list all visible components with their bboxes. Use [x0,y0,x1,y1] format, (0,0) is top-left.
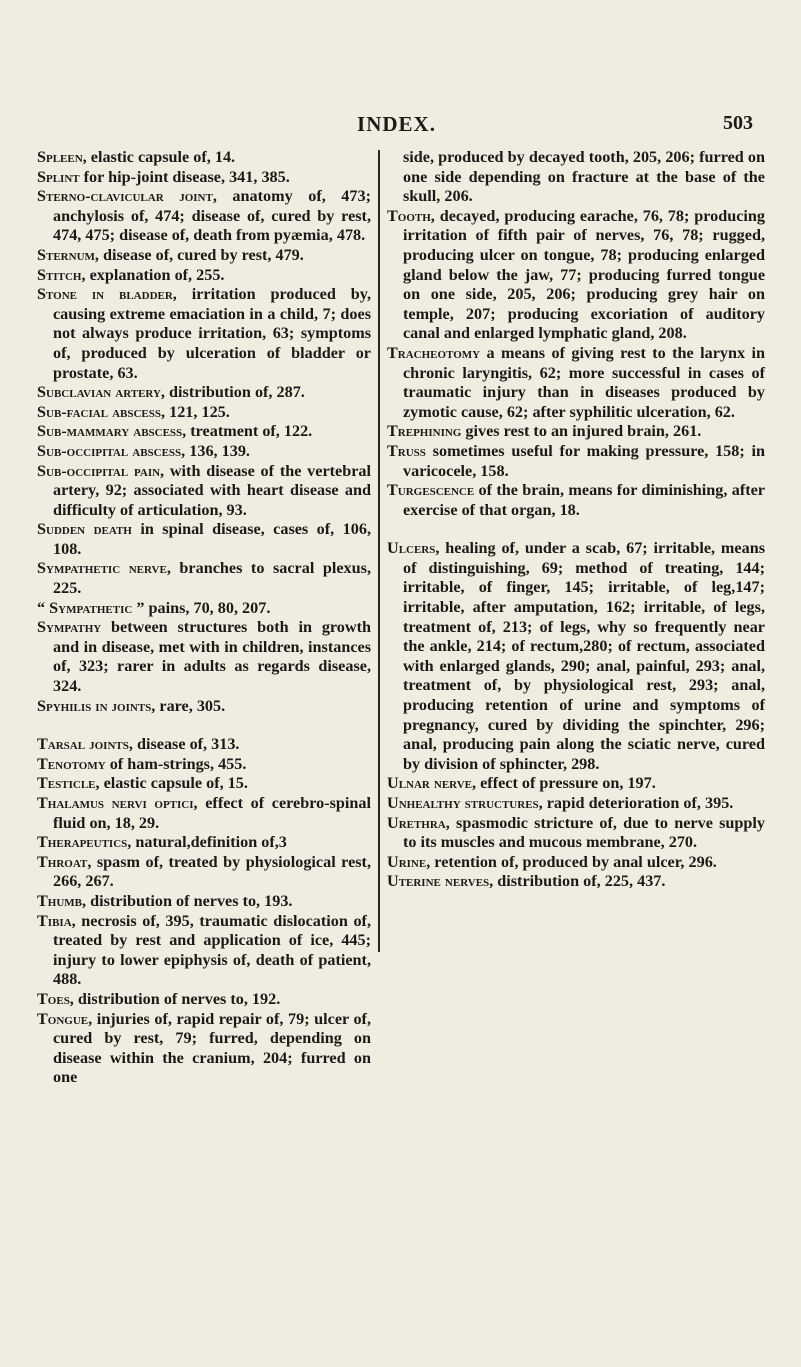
index-headword: Sympathy [37,618,102,637]
index-entry [387,872,765,892]
index-headword: Thumb, [37,891,87,910]
index-entry [387,207,765,344]
index-entry [37,187,371,246]
index-headword: Trephining [387,422,462,441]
running-title: INDEX. [357,112,436,136]
index-entry [37,383,371,403]
index-headword: Uterine nerves, [387,872,494,891]
index-headword: Sterno-clavicular joint, [37,187,217,206]
index-headword: Unhealthy structures, [387,794,543,812]
index-entry [387,442,765,481]
index-headword: Throat, [37,852,92,871]
index-references: disease of, cured by rest, 479. [98,245,304,264]
index-entry [37,168,371,188]
index-references: of the brain, means for diminishing, after exercise of that organ, 18. [403,481,765,519]
index-entry [37,853,371,892]
index-references: distribution of nerves to, 193. [86,891,293,910]
index-references: distribution of, 287. [164,383,305,402]
index-entry [37,1010,371,1088]
index-entry [387,422,765,442]
index-references: effect of pressure on, 197. [476,774,656,793]
index-column-right [387,148,765,892]
index-references: elastic capsule of, 15. [99,774,248,793]
index-references: 121, 125. [165,402,230,421]
index-entry [387,853,765,873]
index-headword: Tooth, [387,206,435,225]
index-references: explanation of, 255. [85,265,225,284]
index-headword: Ulcers, [387,539,440,558]
index-headword: Sympathetic nerve, [37,559,171,578]
index-entry [37,462,371,521]
index-headword: Spyhilis in joints, [37,696,156,715]
index-references: effect of cerebro-spinal fluid on, 18, 29. [53,794,371,832]
index-references: pains, 70, 80, 207. [144,598,271,617]
index-headword: Ulnar nerve, [387,774,477,793]
index-headword: Thalamus nervi optici, [37,794,198,812]
index-entry [387,148,765,207]
index-references: side, produced by decayed tooth, 205, 206; furred on one side depending on fracture at the base of the skull, 206. [403,148,765,206]
index-references: healing of, under a scab, 67; irritable, means of distinguishing, 69; method of treating, 144; irritable, of finger, 145; irritable, of leg,147; irritable, after amputation, 162; irritable, of legs, treatment of, 213; of legs, why so frequently near the ankle, 214; of rectum,280; of rectum, associated with enlarged glands, 290; anal, painful, 293; anal, treatment of, by physiological rest, 293; anal, producing retention of urine and symptoms of pregnancy, cured by dividing the spinchter, 296; anal, producing pain along the sciatic nerve, cured by division of sphincter, 298. [403,539,765,773]
index-references: irritation produced by, causing extreme emaciation in a child, 7; does not always produce irritation, 63; symptoms of, produced by ulceration of bladder or prostate, 63. [53,285,371,382]
index-headword: “ Sympathetic ” [37,598,145,617]
index-references: disease of, 313. [132,735,240,754]
index-headword: Therapeutics, [37,833,132,852]
index-entry [387,539,765,774]
index-entry [37,148,371,168]
index-headword: Tibia, [37,911,76,930]
index-entry [37,599,371,619]
index-entry [37,892,371,912]
index-entry [37,520,371,559]
index-headword: Urine, [387,852,431,871]
index-headword: Tracheotomy [387,343,481,362]
index-headword: Tenotomy [37,754,106,773]
index-references: natural,definition of,3 [131,833,287,852]
index-headword: Tongue, [37,1009,93,1028]
index-entry [37,422,371,442]
index-references: injuries of, rapid repair of, 79; ulcer of, cured by rest, 79; furred, depending on disease within the cranium, 204; furred on one [53,1009,371,1087]
index-references: for hip-joint disease, 341, 385. [79,167,290,186]
index-entry [37,735,371,755]
index-references: 136, 139. [185,441,250,460]
page-header [40,112,753,142]
index-entry [37,774,371,794]
index-references: elastic capsule of, 14. [86,148,236,166]
index-headword: Stitch, [37,265,86,284]
index-headword: Truss [387,441,426,460]
index-references: retention of, produced by anal ulcer, 296. [430,852,717,871]
index-entry [387,481,765,520]
index-headword: Sudden death [37,520,132,539]
index-headword: Sub-facial abscess, [37,402,166,421]
index-entry [37,755,371,775]
index-references: sometimes useful for making pressure, 158; in varicocele, 158. [403,441,765,480]
index-entry [37,912,371,990]
page-number: 503 [723,112,753,134]
index-entry [37,794,371,833]
index-entry [387,344,765,422]
index-references: rare, 305. [155,696,226,715]
index-references: decayed, producing earache, 76, 78; producing irritation of fifth pair of nerves, 76, 78; rugged, producing ulcer on tongue, 78; producing enlarged gland below the jaw, 77; producing furred tongue on one side, 205, 206; producing grey hair on temple, 207; producing excoriation of auditory canal and enlarged lymphatic gland, 208. [403,206,765,343]
index-entry [37,618,371,696]
index-headword: Urethra, [387,813,450,832]
index-headword: Subclavian artery, [37,383,165,402]
index-headword: Stone in bladder, [37,285,177,304]
index-headword: Sub-occipital pain, [37,461,165,480]
index-references: spasmodic stricture of, due to nerve supply to its muscles and mucous membrane, 270. [403,813,765,852]
index-headword: Tarsal joints, [37,735,133,754]
index-headword: Sub-mammary abscess, [37,422,187,441]
index-references: anatomy of, 473; anchylosis of, 474; disease of, cured by rest, 474, 475; disease of, death from pyæmia, 478. [53,187,371,245]
index-references: rapid deterioration of, 395. [542,794,734,812]
index-headword: Turgescence [387,481,475,500]
index-entry [37,990,371,1010]
index-headword: Testicle, [37,774,100,793]
index-references: treatment of, 122. [186,422,313,441]
index-references: distribution of nerves to, 192. [73,989,281,1008]
index-entry [37,266,371,286]
index-entry [37,246,371,266]
index-references: necrosis of, 395, traumatic dislocation of, treated by rest and application of ice, 445; injury to lower epiphysis of, death of patient, 488. [53,911,371,989]
index-headword: Splint [37,167,80,186]
index-headword: Sub-occipital abscess, [37,441,186,460]
index-references: branches to sacral plexus, 225. [53,559,371,598]
index-references: in spinal disease, cases of, 106, 108. [53,520,371,558]
index-references: gives rest to an injured brain, 261. [461,422,702,441]
index-references: between structures both in growth and in disease, met with in children, instances of, 323; rarer in adults as regards disease, 324. [53,618,371,696]
index-headword: Toes, [37,989,74,1008]
index-entry [37,559,371,598]
index-entry [37,442,371,462]
index-references: spasm of, treated by physiological rest, 266, 267. [53,852,371,891]
index-headword: Sternum, [37,245,99,264]
index-references: with disease of the vertebral artery, 92; associated with heart disease and difficulty of articulation, 93. [53,461,371,519]
index-entry [387,794,765,814]
index-entry [387,814,765,853]
index-entry [37,697,371,717]
index-entry [37,285,371,383]
index-entry [37,403,371,423]
index-entry [37,833,371,853]
index-entry [387,774,765,794]
index-references: distribution of, 225, 437. [493,872,666,891]
index-headword: Spleen, [37,148,87,166]
column-divider [378,150,380,952]
index-references: of ham-strings, 455. [105,754,247,773]
index-column-left [37,148,371,1088]
index-references: a means of giving rest to the larynx in chronic laryngitis, 62; more successful in cases of traumatic injury than in diseases produced by zymotic cause, 62; after syphilitic ulceration, 62. [403,343,765,421]
